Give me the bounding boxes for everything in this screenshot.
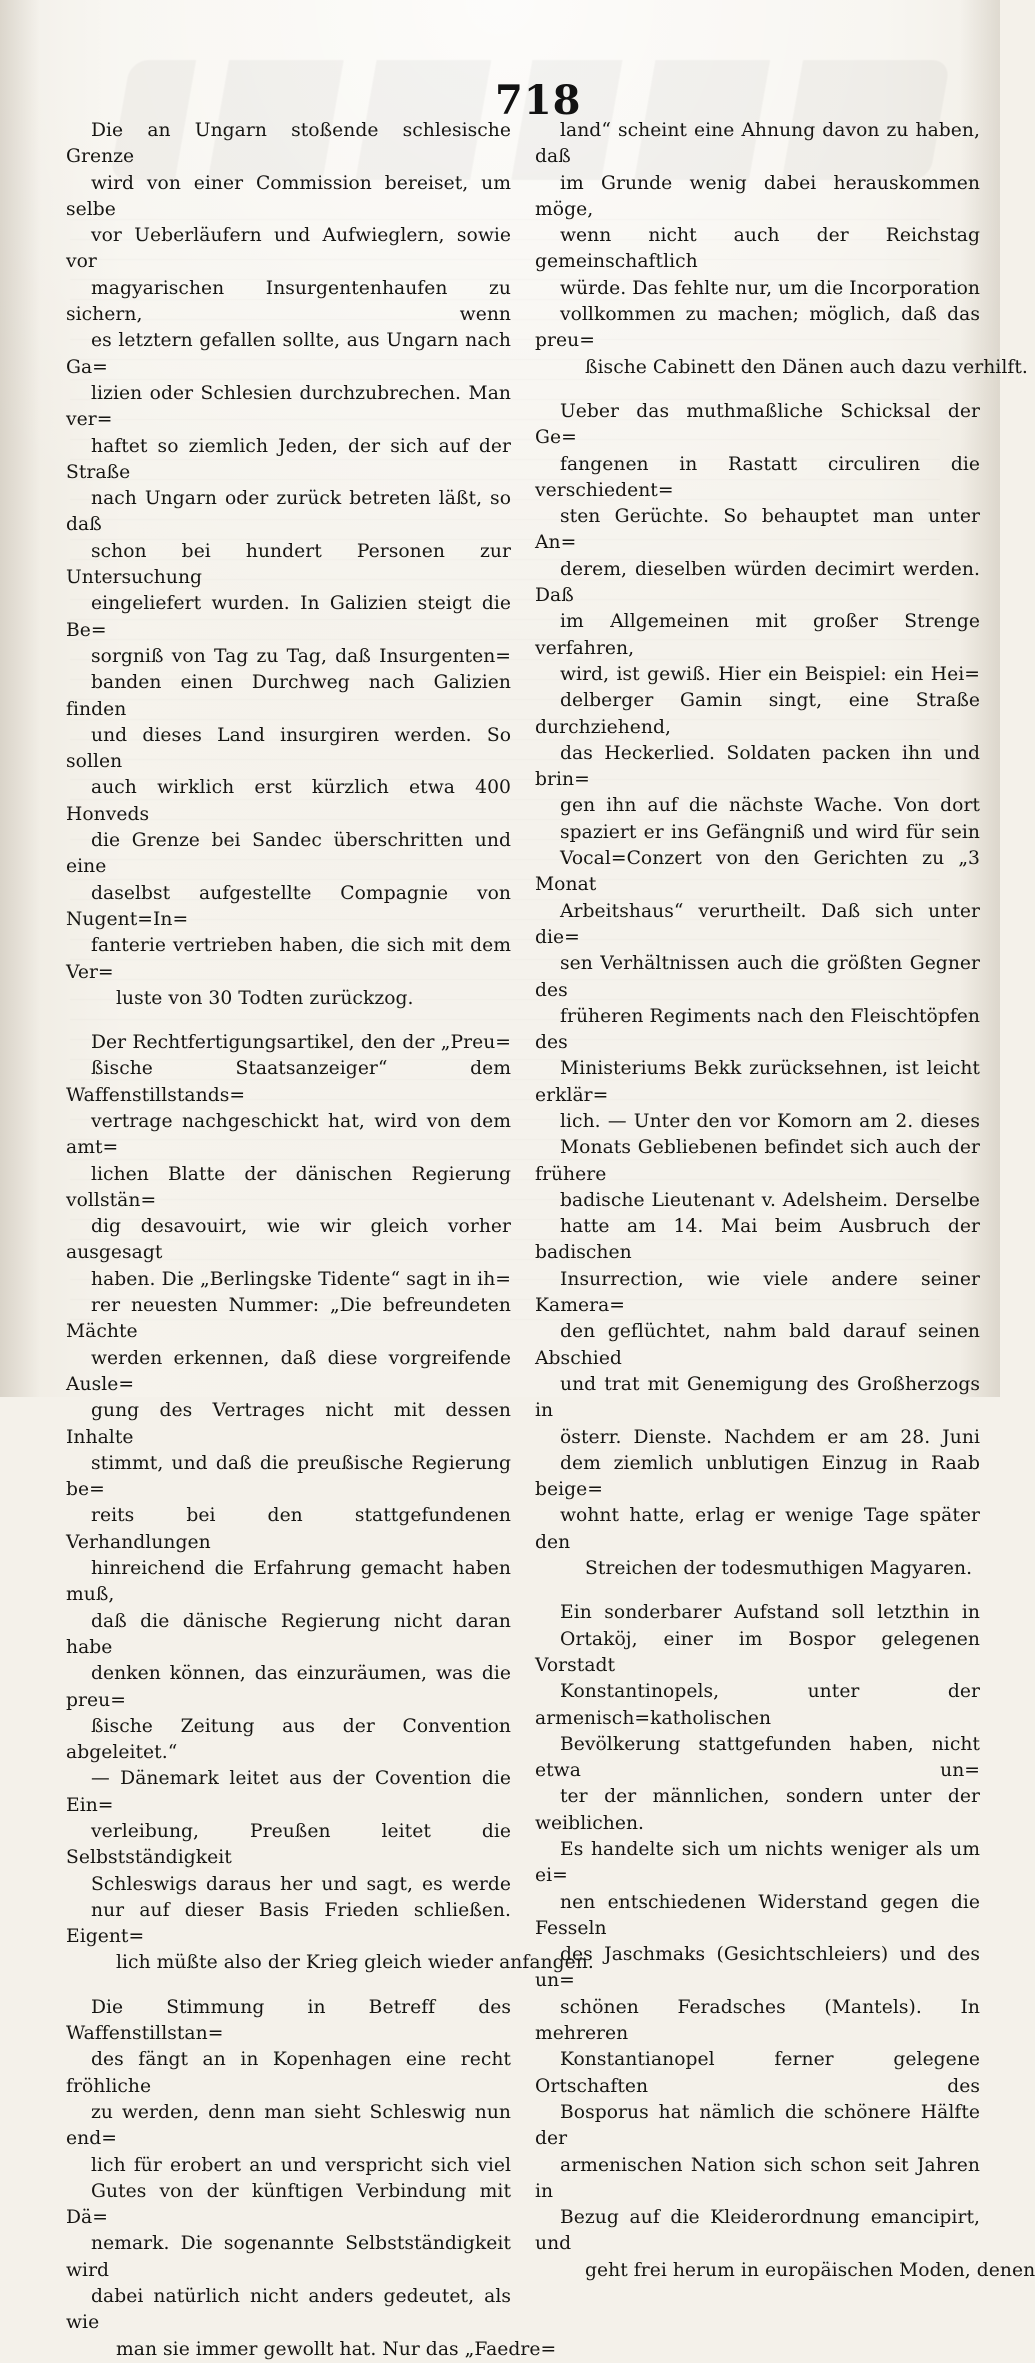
- text-line-content: im Grunde wenig dabei herauskommen möge,: [535, 172, 980, 220]
- text-line-content: magyarischen Insurgentenhaufen zu sichern, wenn: [66, 277, 511, 326]
- text-line-content: lichen Blatte der dänischen Regierung vollstän=: [66, 1163, 511, 1211]
- text-line-content: haftet so ziemlich Jeden, der sich auf der Straße: [66, 435, 511, 483]
- text-line: [66, 986, 511, 1012]
- text-line: [535, 2258, 1035, 2284]
- text-line: [66, 775, 511, 828]
- text-line: [535, 951, 980, 1004]
- text-line-content: Streichen der todesmuthigen Magyaren.: [585, 1558, 973, 1580]
- text-line: [66, 1950, 594, 1976]
- text-line-content: banden einen Durchweg nach Galizien finden: [66, 672, 511, 720]
- text-line: [66, 1109, 511, 1162]
- text-line-content: rer neuesten Nummer: „Die befreundeten Mächte: [66, 1295, 511, 1343]
- text-line: [66, 1898, 511, 1951]
- text-line-content: delberger Gamin singt, eine Straße durchziehend,: [535, 690, 980, 738]
- text-line: [535, 1784, 980, 1837]
- text-line-content: Konstantianopel ferner gelegene Ortschaften des: [535, 2049, 980, 2097]
- text-line-content: ßische Zeitung aus der Convention abgeleitet.“: [66, 1715, 511, 1764]
- text-line-content: früheren Regiments nach den Fleischtöpfen des: [535, 1005, 980, 1054]
- text-line-content: nen entschiedenen Widerstand gegen die Fesseln: [535, 1891, 980, 1939]
- text-line-content: österr. Dienste. Nachdem er am 28. Juni: [560, 1426, 980, 1448]
- text-line-content: Ortaköj, einer im Bospor gelegenen Vorstadt: [535, 1628, 980, 1676]
- text-line-content: daselbst aufgestellte Compagnie von Nugent=In=: [66, 882, 511, 930]
- text-line: [535, 1890, 980, 1943]
- left-column: [66, 118, 594, 2363]
- text-line: [535, 1319, 980, 1372]
- text-line-content: Arbeitshaus“ verurtheilt. Daß sich unter die=: [535, 900, 980, 948]
- text-line-content: Es handelte sich um nichts weniger als um ei=: [535, 1839, 980, 1887]
- text-line: [66, 1766, 511, 1819]
- text-line-content: vertrage nachgeschickt hat, wird von dem amt=: [66, 1110, 511, 1159]
- text-line-content: den geflüchtet, nahm bald darauf seinen Abschied: [535, 1321, 980, 1369]
- paragraph: [535, 1600, 1035, 2284]
- text-line-content: lizien oder Schlesien durchzubrechen. Man ver=: [66, 382, 511, 431]
- text-line: [535, 846, 980, 899]
- text-line: [66, 1819, 511, 1872]
- text-line: [535, 741, 980, 794]
- text-line-content: eingeliefert wurden. In Galizien steigt die Be=: [66, 593, 511, 641]
- text-line: [535, 355, 1028, 381]
- paragraph-gap: [535, 381, 980, 399]
- text-line: [535, 662, 980, 688]
- text-line: [535, 399, 980, 452]
- text-line-content: hatte am 14. Mai beim Ausbruch der badischen: [535, 1216, 980, 1264]
- text-line-content: denken können, das einzuräumen, was die preu=: [66, 1663, 511, 1711]
- text-line: [66, 1162, 511, 1215]
- text-line: [66, 2100, 511, 2153]
- text-line: [66, 1346, 511, 1399]
- text-line: [66, 276, 511, 329]
- text-line-content: dem ziemlich unblutigen Einzug in Raab beige=: [535, 1452, 980, 1501]
- text-line: [66, 1661, 511, 1714]
- text-line-content: spaziert er ins Gefängniß und wird für sein: [560, 821, 980, 843]
- paragraph: [535, 118, 1028, 381]
- text-line-content: lich. — Unter den vor Komorn am 2. dieses: [560, 1110, 980, 1132]
- text-line-content: Monats Gebliebenen befindet sich auch der frühere: [535, 1137, 980, 1185]
- text-line-content: schon bei hundert Personen zur Untersuchung: [66, 540, 511, 589]
- text-line-content: Der Rechtfertigungsartikel, den der „Preu=: [91, 1032, 511, 1054]
- text-line-content: ßische Staatsanzeiger“ dem Waffenstillstands=: [66, 1058, 511, 1106]
- text-line-content: ßische Cabinett den Dänen auch dazu verhilft.: [585, 356, 1028, 378]
- text-line-content: stimmt, und daß die preußische Regierung be=: [66, 1452, 511, 1501]
- text-line-content: Vocal=Conzert von den Gerichten zu „3 Monat: [535, 848, 980, 896]
- text-line-content: werden erkennen, daß diese vorgreifende Ausle=: [66, 1347, 511, 1395]
- text-line-content: Bosporus hat nämlich die schönere Hälfte der: [535, 2101, 980, 2150]
- text-line: [535, 1679, 980, 1732]
- text-line-content: Bevölkerung stattgefunden haben, nicht etwa un=: [535, 1733, 980, 1782]
- text-line-content: Ein sonderbarer Aufstand soll letzthin in: [560, 1602, 980, 1624]
- text-line-content: Ministeriums Bekk zurücksehnen, ist leicht erklär=: [535, 1058, 980, 1106]
- text-line-content: wohnt hatte, erlag er wenige Tage später den: [535, 1505, 980, 1553]
- text-line-content: Die Stimmung in Betreff des Waffenstillstan=: [66, 1996, 511, 2045]
- text-line: [66, 2153, 511, 2179]
- text-line: [535, 1188, 980, 1214]
- text-line-content: sorgniß von Tag zu Tag, daß Insurgenten=: [91, 645, 511, 667]
- text-line-content: armenischen Nation sich schon seit Jahren in: [535, 2154, 980, 2202]
- text-line: [66, 828, 511, 881]
- text-line: [535, 2205, 980, 2258]
- text-line: [66, 1398, 511, 1451]
- text-line-content: des Jaschmaks (Gesichtschleiers) und des un=: [535, 1944, 980, 1992]
- text-line-content: dabei natürlich nicht anders gedeutet, als wie: [66, 2286, 511, 2334]
- text-line-content: daß die dänische Regierung nicht daran habe: [66, 1610, 511, 1658]
- text-line: [66, 1267, 511, 1293]
- text-line-content: derem, dieselben würden decimirt werden. Daß: [535, 558, 980, 607]
- text-line-content: Insurrection, wie viele andere seiner Kamera=: [535, 1268, 980, 1317]
- text-line: [66, 223, 511, 276]
- text-line: [66, 486, 511, 539]
- text-line-content: luste von 30 Todten zurückzog.: [116, 987, 414, 1009]
- paragraph: [66, 1030, 594, 1977]
- text-line-content: es letztern gefallen sollte, aus Ungarn nach Ga=: [66, 330, 511, 378]
- text-line: [66, 1995, 511, 2048]
- text-line: [535, 276, 980, 302]
- text-line: [535, 302, 980, 355]
- text-line: [535, 1942, 980, 1995]
- text-line-content: wenn nicht auch der Reichstag gemeinschaftlich: [535, 225, 980, 273]
- text-line-content: nach Ungarn oder zurück betreten läßt, so daß: [66, 488, 511, 536]
- paragraph: [535, 399, 980, 1582]
- text-line-content: lich müßte also der Krieg gleich wieder anfangen.: [116, 1952, 594, 1974]
- text-line-content: gen ihn auf die nächste Wache. Von dort: [560, 795, 980, 817]
- text-line: [66, 933, 511, 986]
- text-line-content: des fängt an in Kopenhagen eine recht fröhliche: [66, 2049, 511, 2097]
- text-line-content: Schleswigs daraus her und sagt, es werde: [91, 1873, 511, 1895]
- text-line: [66, 539, 511, 592]
- text-line-content: sen Verhältnissen auch die größten Gegner des: [535, 953, 980, 1001]
- text-line: [66, 171, 511, 224]
- text-line-content: fanterie vertrieben haben, die sich mit dem Ver=: [66, 935, 511, 983]
- text-line: [535, 1451, 980, 1504]
- text-line: [66, 1214, 511, 1267]
- text-line-content: nemark. Die sogenannte Selbstständigkeit wird: [66, 2233, 511, 2281]
- paragraph-gap: [66, 1977, 511, 1995]
- text-columns: [66, 118, 1035, 2360]
- paragraph-separator-mark: [726, 318, 744, 319]
- text-line: [535, 1627, 980, 1680]
- text-line: [535, 1135, 980, 1188]
- text-line: [535, 1600, 980, 1626]
- text-line: [535, 1056, 980, 1109]
- text-line-content: dig desavouirt, wie wir gleich vorher ausgesagt: [66, 1216, 511, 1264]
- text-line: [535, 2047, 980, 2100]
- text-line: [66, 118, 511, 171]
- paragraph: [66, 1995, 557, 2363]
- text-line-content: reits bei den stattgefundenen Verhandlungen: [66, 1505, 511, 1553]
- text-line: [535, 223, 980, 276]
- text-line: [535, 1732, 980, 1785]
- text-line: [535, 1267, 980, 1320]
- text-line: [66, 1056, 511, 1109]
- text-line: [535, 1372, 980, 1425]
- text-line: [66, 2337, 557, 2363]
- text-line: [535, 1556, 980, 1582]
- text-line-content: man sie immer gewollt hat. Nur das „Faedre=: [116, 2338, 557, 2360]
- right-column: [535, 118, 1035, 2284]
- text-line: [535, 171, 980, 224]
- text-line: [535, 688, 980, 741]
- text-line: [66, 723, 511, 776]
- text-line: [535, 504, 980, 557]
- text-line-content: lich für erobert an und verspricht sich viel: [91, 2154, 511, 2176]
- text-line-content: — Dänemark leitet aus der Covention die Ein=: [66, 1768, 511, 1816]
- text-line-content: auch wirklich erst kürzlich etwa 400 Honveds: [66, 777, 511, 825]
- text-line: [66, 434, 511, 487]
- text-line: [66, 1714, 511, 1767]
- text-line-content: hinreichend die Erfahrung gemacht haben muß,: [66, 1558, 511, 1606]
- text-line: [535, 1995, 980, 2048]
- text-line: [66, 1872, 511, 1898]
- text-line-content: schönen Feradsches (Mantels). In mehreren: [535, 1996, 980, 2045]
- text-line: [66, 1556, 511, 1609]
- text-line-content: das Heckerlied. Soldaten packen ihn und brin=: [535, 742, 980, 791]
- text-line: [535, 452, 980, 505]
- text-line-content: und dieses Land insurgiren werden. So sollen: [66, 724, 511, 773]
- text-line: [66, 670, 511, 723]
- text-line-content: Gutes von der künftigen Verbindung mit Dä=: [66, 2180, 511, 2229]
- text-line-content: nur auf dieser Basis Frieden schließen. Eigent=: [66, 1899, 511, 1948]
- text-line: [535, 609, 980, 662]
- text-line-content: land“ scheint eine Ahnung davon zu haben, daß: [535, 120, 980, 168]
- text-line: [535, 1214, 980, 1267]
- text-line: [535, 118, 980, 171]
- text-line-content: Bezug auf die Kleiderordnung emancipirt, und: [535, 2207, 980, 2255]
- text-line: [66, 591, 511, 644]
- text-line: [535, 899, 980, 952]
- text-line-content: ter der männlichen, sondern unter der weiblichen.: [535, 1786, 980, 1834]
- text-line-content: wird von einer Commission bereiset, um selbe: [66, 172, 511, 220]
- paragraph-gap: [66, 1012, 511, 1030]
- text-line-content: fangenen in Rastatt circuliren die verschiedent=: [535, 453, 980, 501]
- text-line: [535, 793, 980, 819]
- paragraph: [66, 118, 511, 1012]
- text-line: [66, 1503, 511, 1556]
- paragraph-gap: [535, 1582, 980, 1600]
- text-line: [535, 1425, 980, 1451]
- text-line-content: Ueber das muthmaßliche Schicksal der Ge=: [535, 400, 980, 449]
- text-line-content: gung des Vertrages nicht mit dessen Inhalte: [66, 1400, 511, 1448]
- text-line: [535, 1004, 980, 1057]
- text-line: [535, 1503, 980, 1556]
- paper-edge-shadow-left: [0, 0, 40, 1397]
- text-line: [535, 2153, 980, 2206]
- text-line: [535, 1837, 980, 1890]
- text-line-content: würde. Das fehlte nur, um die Incorporation: [560, 277, 980, 299]
- text-line: [535, 820, 980, 846]
- text-line: [535, 2100, 980, 2153]
- text-line: [66, 2179, 511, 2232]
- text-line: [66, 1293, 511, 1346]
- text-line-content: badische Lieutenant v. Adelsheim. Derselbe: [560, 1189, 980, 1211]
- text-line-content: zu werden, denn man sieht Schleswig nun end=: [66, 2101, 511, 2150]
- text-line: [66, 644, 511, 670]
- text-line: [66, 2231, 511, 2284]
- text-line-content: Die an Ungarn stoßende schlesische Grenze: [66, 120, 511, 168]
- text-line: [535, 557, 980, 610]
- text-line-content: im Allgemeinen mit großer Strenge verfahren,: [535, 611, 980, 659]
- text-line: [66, 881, 511, 934]
- text-line: [535, 1109, 980, 1135]
- text-line: [66, 1451, 511, 1504]
- text-line: [66, 2047, 511, 2100]
- text-line: [66, 328, 511, 381]
- page-number: 718: [495, 77, 582, 124]
- text-line-content: geht frei herum in europäischen Moden, denen: [585, 2259, 1035, 2281]
- text-line-content: wird, ist gewiß. Hier ein Beispiel: ein Hei=: [560, 663, 980, 685]
- text-line-content: und trat mit Genemigung des Großherzogs in: [535, 1373, 980, 1422]
- text-line-content: haben. Die „Berlingske Tidente“ sagt in ih=: [91, 1268, 511, 1290]
- text-line-content: Konstantinopels, unter der armenisch=katholischen: [535, 1681, 980, 1729]
- text-line-content: verleibung, Preußen leitet die Selbstständigkeit: [66, 1821, 511, 1869]
- text-line: [66, 381, 511, 434]
- text-line-content: sten Gerüchte. So behauptet man unter An=: [535, 506, 980, 554]
- text-line-content: vollkommen zu machen; möglich, daß das preu=: [535, 304, 980, 352]
- text-line-content: die Grenze bei Sandec überschritten und eine: [66, 830, 511, 878]
- text-line: [66, 1030, 511, 1056]
- text-line: [66, 2284, 511, 2337]
- text-line-content: vor Ueberläufern und Aufwieglern, sowie vor: [66, 225, 511, 273]
- text-line: [66, 1609, 511, 1662]
